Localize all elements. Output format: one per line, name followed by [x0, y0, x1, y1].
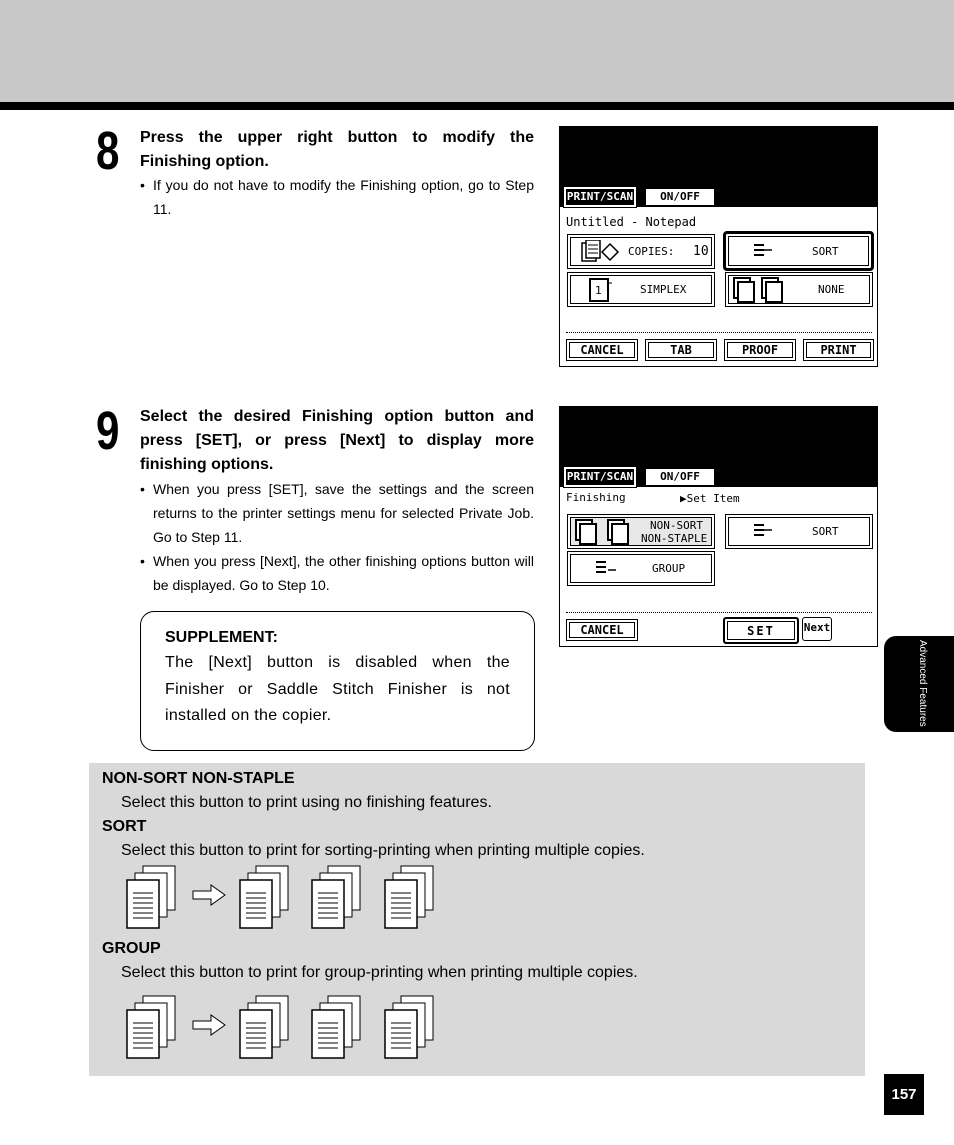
- non-sort-non-staple-button[interactable]: [567, 514, 715, 549]
- screen-title: Finishing: [566, 491, 626, 504]
- tab-on-off[interactable]: ON/OFF: [644, 187, 716, 207]
- copies-icon: [580, 240, 622, 266]
- next-button[interactable]: Next: [802, 617, 832, 641]
- simplex-label: SIMPLEX: [640, 283, 687, 296]
- sort-label: SORT: [812, 525, 839, 538]
- print-button[interactable]: PRINT: [803, 339, 874, 361]
- stack-icon: [385, 996, 433, 1058]
- set-button[interactable]: SET: [723, 617, 799, 644]
- sort-diagram: [123, 863, 443, 933]
- sort-label: SORT: [812, 245, 839, 258]
- touch-screen-2: [559, 406, 878, 647]
- step-9-bullet-2: • When you press [Next], the other finishing options button will be displayed. Go to Step 10.: [140, 553, 534, 593]
- tab-on-off[interactable]: ON/OFF: [644, 467, 716, 487]
- tab-print-scan[interactable]: PRINT/SCAN: [564, 187, 636, 207]
- divider: [566, 332, 872, 333]
- tab-button[interactable]: TAB: [645, 339, 717, 361]
- sort-text: Select this button to print for sorting-printing when printing multiple copies.: [121, 842, 645, 859]
- nonsort-text: Select this button to print using no finishing features.: [121, 794, 492, 811]
- group-text: Select this button to print for group-printing when printing multiple copies.: [121, 964, 638, 981]
- nonsort-heading: NON-SORT NON-STAPLE: [102, 770, 295, 787]
- stack-icon: [312, 996, 360, 1058]
- cancel-button[interactable]: CANCEL: [566, 619, 638, 641]
- arrow-icon: [193, 1015, 225, 1035]
- copies-button[interactable]: [567, 234, 715, 269]
- none-button[interactable]: [725, 272, 873, 307]
- header-band: [0, 0, 954, 102]
- cancel-button[interactable]: CANCEL: [566, 339, 638, 361]
- sort-heading: SORT: [102, 818, 147, 835]
- step-9-number: 9: [96, 401, 118, 461]
- set-item-label: ▶Set Item: [680, 492, 740, 505]
- group-icon: [594, 559, 620, 579]
- svg-text:1: 1: [595, 284, 602, 297]
- page-number: 157: [884, 1074, 924, 1115]
- finishing-info-box: [89, 763, 865, 1076]
- screen-title: Untitled - Notepad: [566, 215, 697, 229]
- stack-icon: [312, 866, 360, 928]
- supplement-title: SUPPLEMENT:: [165, 629, 278, 646]
- copies-value: 10: [693, 244, 709, 259]
- copies-label: COPIES:: [628, 245, 675, 258]
- touch-screen-1: [559, 126, 878, 367]
- step-8-heading: Press the upper right button to modify the Finishing option.: [140, 129, 534, 170]
- sort-button[interactable]: [725, 514, 873, 549]
- step-8-number: 8: [96, 121, 118, 181]
- non-sort-label: NON-SORT: [650, 519, 703, 532]
- non-sort-icon: [574, 518, 638, 548]
- sort-button[interactable]: [723, 231, 874, 271]
- step-9-heading: Select the desired Finishing option button and press [SET], or press [Next] to display more finishing options.: [140, 408, 534, 473]
- supplement-box: [140, 611, 535, 751]
- stack-icon: [385, 866, 433, 928]
- stack-icon: [127, 866, 175, 928]
- group-label: GROUP: [652, 562, 686, 575]
- arrow-icon: [193, 885, 225, 905]
- group-diagram: [123, 993, 443, 1063]
- stack-icon: [127, 996, 175, 1058]
- step-8-bullet: • If you do not have to modify the Finishing option, go to Step 11.: [140, 177, 534, 217]
- group-button[interactable]: [567, 551, 715, 586]
- step-9-bullet-1: • When you press [SET], save the settings and the screen returns to the printer settings menu for selected Private Job. Go to Step 11.: [140, 481, 534, 545]
- simplex-button[interactable]: [567, 272, 715, 307]
- group-heading: GROUP: [102, 940, 161, 957]
- header-rule: [0, 102, 954, 110]
- sort-icon: [752, 522, 774, 542]
- divider: [566, 612, 872, 613]
- stack-icon: [240, 866, 288, 928]
- side-tab-label: Advanced Features: [917, 640, 928, 727]
- none-label: NONE: [818, 283, 845, 296]
- side-tab: [884, 636, 954, 732]
- tab-print-scan[interactable]: PRINT/SCAN: [564, 467, 636, 487]
- proof-button[interactable]: PROOF: [724, 339, 796, 361]
- non-staple-label: NON-STAPLE: [641, 532, 708, 545]
- supplement-text: The [Next] button is disabled when the Finisher or Saddle Stitch Finisher is not installed on the copier.: [165, 654, 510, 724]
- simplex-icon: [588, 277, 614, 305]
- non-sort-icon: [732, 276, 792, 306]
- sort-icon: [752, 242, 774, 262]
- stack-icon: [240, 996, 288, 1058]
